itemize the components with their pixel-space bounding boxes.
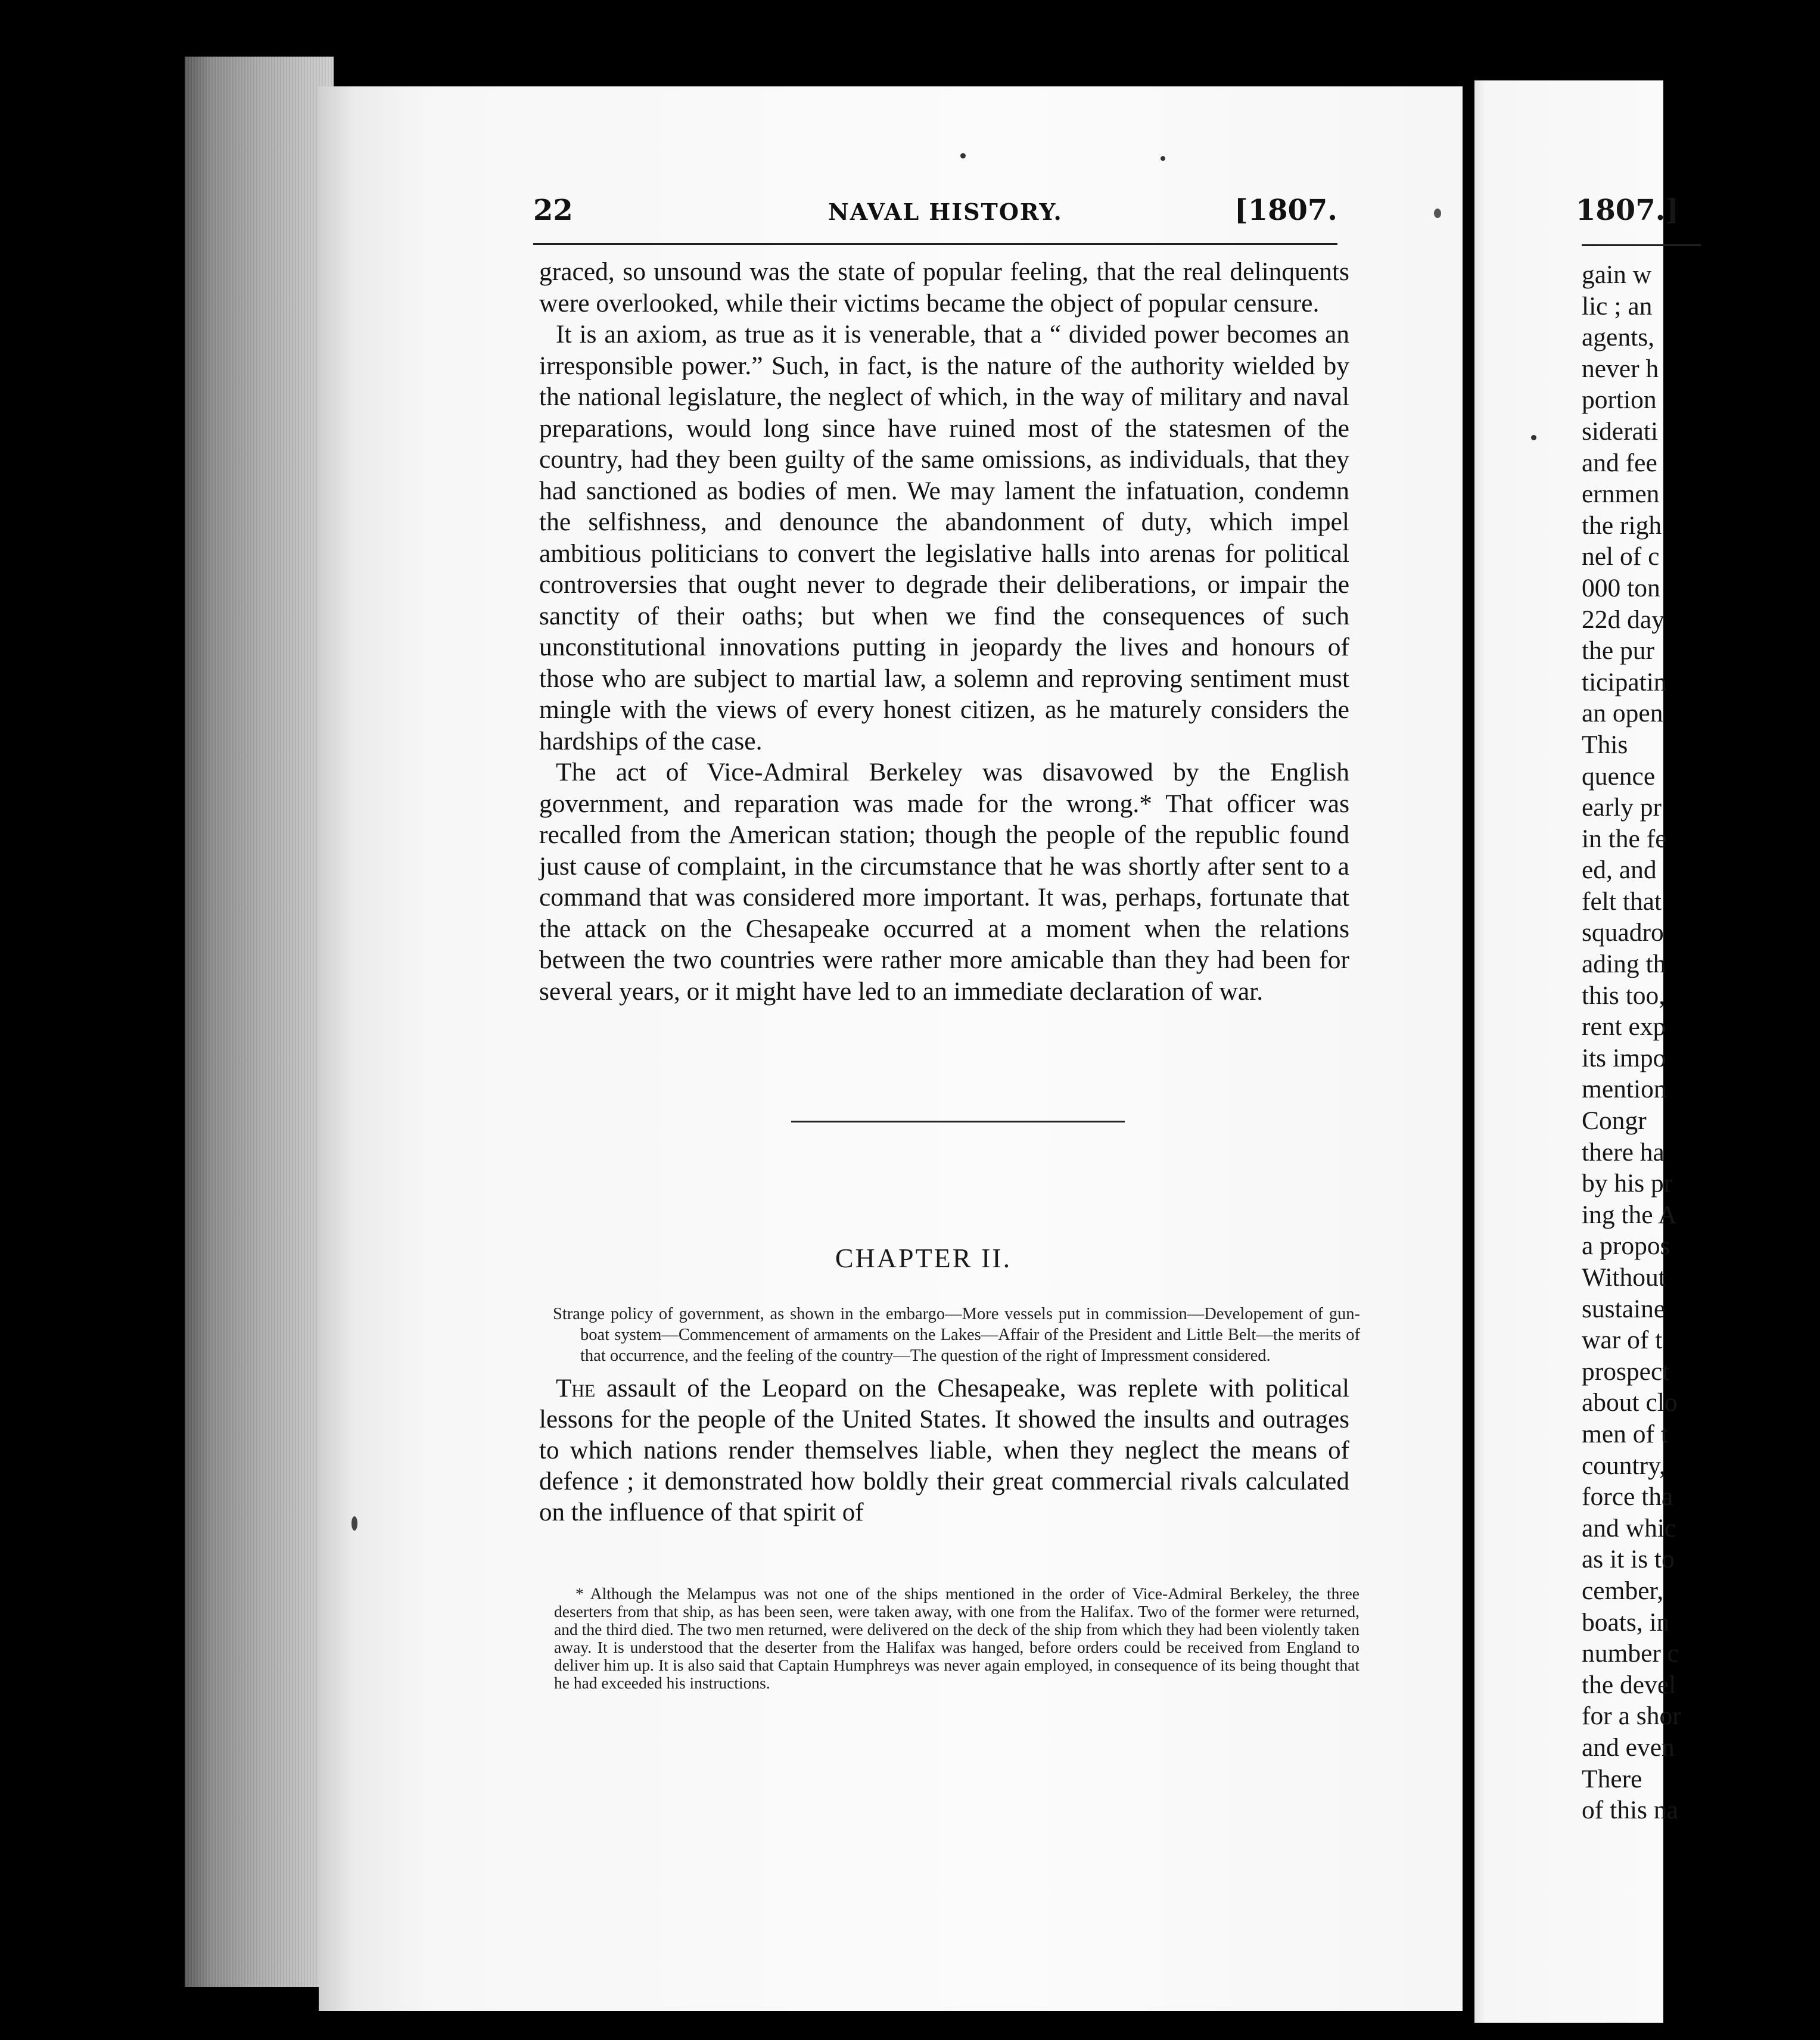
right-page-line: ading th [1582,950,1666,979]
right-page-line: number c [1582,1639,1679,1668]
right-page-line: by his pr [1582,1169,1673,1198]
right-page-line: in the fe [1582,824,1667,853]
right-page-text [1582,259,1820,1826]
right-page-line: early pr [1582,793,1662,822]
right-page-line: never h [1582,354,1659,383]
paragraph [539,1373,1349,1528]
right-page-line: for a shor [1582,1702,1681,1731]
right-page-line: felt that [1582,887,1662,916]
right-page-line: gain w [1582,260,1652,289]
right-page-line: this too, [1582,981,1666,1010]
right-page-line: boats, in [1582,1607,1670,1637]
right-page-line: an open [1582,699,1663,728]
right-page [1474,80,1681,2023]
right-page-line: about clo [1582,1388,1678,1417]
opening-text: assault of the Leopard on the Chesapeake, was replete with political lessons for the people of the United States. It showed the insults and outrages to which nations render themselves liable, when they neglect the means of defence ; it demonstrated how boldly their great commercial rivals calculated on the influence of that spirit of [539,1374,1349,1526]
scan-speck [351,1516,357,1531]
right-page-line: portion [1582,385,1657,415]
paragraph: graced, so unsound was the state of popular feeling, that the real delinquents were overlooked, while their victims became the object of popular censure. [539,257,1349,318]
scan-speck [1531,435,1536,440]
right-page-line: 000 ton [1582,573,1660,602]
right-page-line: rent exp [1582,1012,1666,1041]
right-page-line: force tha [1582,1482,1673,1512]
right-page-line: the devel [1582,1670,1676,1699]
right-page-line: its impo [1582,1043,1666,1072]
chapter-opening-text [539,1373,1349,1528]
right-page-line: 22d day [1582,605,1665,634]
right-page-line: and even [1582,1733,1675,1762]
scan-speck [960,153,966,158]
right-page-line: squadro [1582,918,1664,947]
right-page-line: Without [1582,1263,1666,1292]
right-page-line: men of t [1582,1419,1668,1448]
running-head [533,194,1337,235]
paragraph: It is an axiom, as true as it is venerable, that a “ divided power becomes an irresponsible power.” Such, in fact, is the nature of the authority wielded by the national legislature, the neglect of which, in the way of military and naval preparations, would long since have ruined most of the statesmen of the country, had they been guilty of the same omissions, as individuals, that they had sanctioned as bodies of men. We may lament the infatuation, condemn the selfishness, and denounce the abandonment of duty, which impel ambitious politicians to convert the legislative halls into arenas for political controversies that ought never to degrade their deliberations, or impair the sanctity of their oaths; but when we find the consequences of such unconstitutional innovations putting in jeopardy the lives and honours of those who are subject to martial law, a solemn and reproving sentiment must mingle with the views of every honest citizen, as he maturely considers the hardships of the case. [539,320,1349,755]
right-page-line: This [1582,730,1628,759]
right-page-line: There [1582,1764,1642,1793]
right-page-line: ernmen [1582,480,1660,509]
right-page-line: Congr [1582,1106,1647,1136]
book-title: NAVAL HISTORY. [828,198,1063,225]
right-page-line: and fee [1582,448,1657,477]
chapter-heading: CHAPTER II. [835,1243,1012,1273]
right-page-line: ing the A [1582,1200,1677,1229]
chapter-synopsis [553,1304,1360,1366]
right-header-rule [1582,244,1701,246]
right-page-line: nel of c [1582,542,1660,571]
right-page-line: and whic [1582,1513,1676,1543]
right-page-line: ticipatin [1582,667,1667,696]
right-page-line: cember, [1582,1576,1664,1605]
opening-word: The [556,1374,596,1402]
right-page-line: a propos [1582,1232,1670,1261]
right-page-line: there ha [1582,1137,1665,1167]
right-page-line: country, [1582,1451,1666,1480]
section-divider [791,1121,1125,1122]
right-page-line: the pur [1582,636,1655,666]
book-page-edges [185,57,334,1987]
right-page-line: prospect [1582,1357,1670,1386]
right-running-year: 1807.] [1576,194,1679,227]
body-text-block [539,256,1349,1007]
right-page-line: siderati [1582,416,1659,446]
right-page-line: quence [1582,761,1656,791]
right-page-line: sustaine [1582,1294,1666,1323]
page-number: 22 [533,194,573,227]
header-rule [533,243,1337,245]
right-page-line: ed, and [1582,856,1657,885]
footnote-text: * Although the Melampus was not one of the ships mentioned in the order of Vice-Admiral Berkeley, the three deserters from that ship, as has been seen, were taken away, with one from the Halifax. Two of the former were returned, and the third died. The two men returned, were delivered on the deck of the ship from which they had been violently taken away. It is understood that the deserter from the Halifax was hanged, before orders could be received from England to deliver him up. It is also said that Captain Humphreys was never again employed, in consequence of its being thought that he had exceeded his instructions. [554,1584,1359,1692]
paragraph: The act of Vice-Admiral Berkeley was disavowed by the English government, and reparation was made for the wrong.* That officer was recalled from the American station; though the people of the republic found just cause of complaint, in the circumstance that he was shortly after sent to a command that was considered more important. It was, perhaps, fortunate that the attack on the Chesapeake occurred at a moment when the relations between the two countries were rather more amicable than they had been for several years, or it might have led to an immediate declaration of war. [539,758,1349,1006]
right-page-line: mention [1582,1075,1667,1104]
right-page-line: the righ [1582,511,1662,540]
synopsis-text: Strange policy of government, as shown in the embargo—More vessels put in commission—Developement of gun-boat system—Commencement of armaments on the Lakes—Affair of the President and Little Belt—the merits of that occurrence, and the feeling of the country—The question of the right of Impressment considered. [553,1305,1360,1365]
right-page-line: of this na [1582,1796,1678,1825]
scan-speck [1161,156,1165,161]
right-page-line: agents, [1582,323,1655,352]
right-page-line: lic ; an [1582,291,1653,321]
right-page-line: war of t [1582,1326,1663,1355]
right-page-line: as it is to [1582,1545,1675,1574]
running-year: [1807. [1234,194,1337,227]
footnote [554,1585,1359,1692]
scan-speck [1434,209,1441,218]
